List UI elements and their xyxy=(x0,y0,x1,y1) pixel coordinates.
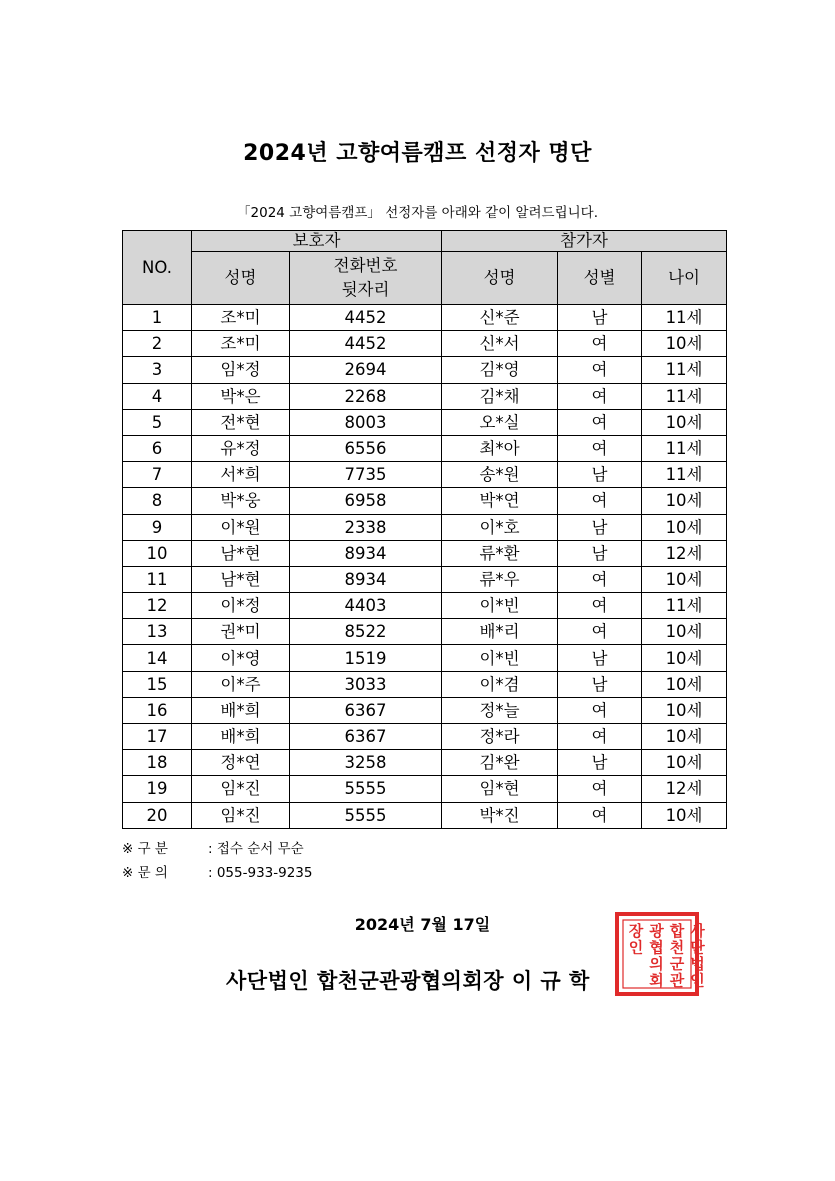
header-phone-line1: 전화번호 xyxy=(333,256,398,275)
cell-gender: 남 xyxy=(558,305,642,331)
cell-guardian-name: 이*주 xyxy=(192,671,290,697)
seal-glyph: 장 xyxy=(628,922,644,940)
cell-gender: 여 xyxy=(558,435,642,461)
intro-text: 「2024 고향여름캠프」 선정자를 아래와 같이 알려드립니다. xyxy=(237,205,598,221)
cell-phone-suffix: 5555 xyxy=(290,802,442,828)
cell-phone-suffix: 8003 xyxy=(290,409,442,435)
cell-no: 18 xyxy=(123,750,192,776)
cell-participant-name: 배*리 xyxy=(442,619,558,645)
table-row xyxy=(123,566,727,592)
cell-phone-suffix: 8522 xyxy=(290,619,442,645)
cell-no: 5 xyxy=(123,409,192,435)
table-row xyxy=(123,540,727,566)
cell-guardian-name: 유*정 xyxy=(192,435,290,461)
cell-phone-suffix: 6367 xyxy=(290,697,442,723)
seal-glyph: 의 xyxy=(649,955,664,973)
table-row xyxy=(123,383,727,409)
cell-no: 13 xyxy=(123,619,192,645)
cell-age: 12세 xyxy=(642,776,727,802)
cell-no: 17 xyxy=(123,724,192,750)
cell-guardian-name: 임*정 xyxy=(192,357,290,383)
cell-age: 11세 xyxy=(642,357,727,383)
cell-guardian-name: 배*희 xyxy=(192,724,290,750)
cell-phone-suffix: 6958 xyxy=(290,488,442,514)
cell-gender: 여 xyxy=(558,488,642,514)
cell-gender: 남 xyxy=(558,750,642,776)
cell-gender: 남 xyxy=(558,540,642,566)
note-label: ※ 구 분 xyxy=(122,841,168,857)
header-participant: 참가자 xyxy=(442,231,727,252)
cell-age: 10세 xyxy=(642,488,727,514)
table-row xyxy=(123,462,727,488)
cell-gender: 남 xyxy=(558,514,642,540)
table-row xyxy=(123,357,727,383)
cell-participant-name: 이*빈 xyxy=(442,645,558,671)
seal-glyph: 인 xyxy=(690,971,705,990)
seal-glyph: 광 xyxy=(649,922,664,940)
table-row xyxy=(123,750,727,776)
table-row xyxy=(123,514,727,540)
cell-phone-suffix: 5555 xyxy=(290,776,442,802)
cell-guardian-name: 임*진 xyxy=(192,802,290,828)
cell-participant-name: 박*진 xyxy=(442,802,558,828)
roster-table xyxy=(122,230,727,829)
cell-age: 11세 xyxy=(642,593,727,619)
table-row xyxy=(123,593,727,619)
seal-glyph: 법 xyxy=(690,955,705,973)
cell-participant-name: 이*호 xyxy=(442,514,558,540)
cell-participant-name: 신*준 xyxy=(442,305,558,331)
cell-gender: 여 xyxy=(558,566,642,592)
notes xyxy=(122,837,312,885)
seal-glyph: 군 xyxy=(669,955,685,973)
cell-participant-name: 박*연 xyxy=(442,488,558,514)
cell-participant-name: 김*영 xyxy=(442,357,558,383)
cell-age: 10세 xyxy=(642,619,727,645)
cell-phone-suffix: 2338 xyxy=(290,514,442,540)
table-row xyxy=(123,671,727,697)
roster-body xyxy=(123,305,727,829)
seal-glyph: 인 xyxy=(628,938,644,957)
cell-phone-suffix: 3258 xyxy=(290,750,442,776)
header-participant-name: 성명 xyxy=(442,252,558,305)
cell-guardian-name: 이*원 xyxy=(192,514,290,540)
cell-phone-suffix: 7735 xyxy=(290,462,442,488)
cell-gender: 여 xyxy=(558,331,642,357)
table-row xyxy=(123,409,727,435)
table-row xyxy=(123,488,727,514)
cell-age: 10세 xyxy=(642,645,727,671)
header-no: NO. xyxy=(123,231,192,305)
cell-guardian-name: 조*미 xyxy=(192,305,290,331)
document-title: 2024년 고향여름캠프 선정자 명단 xyxy=(243,141,592,166)
table-row xyxy=(123,697,727,723)
cell-gender: 남 xyxy=(558,671,642,697)
cell-guardian-name: 전*현 xyxy=(192,409,290,435)
cell-age: 11세 xyxy=(642,305,727,331)
signer-line: 사단법인 합천군관광협의회장 이 규 학 xyxy=(226,969,590,993)
cell-age: 10세 xyxy=(642,331,727,357)
cell-participant-name: 최*아 xyxy=(442,435,558,461)
cell-guardian-name: 박*웅 xyxy=(192,488,290,514)
header-row-2 xyxy=(123,252,727,305)
cell-guardian-name: 권*미 xyxy=(192,619,290,645)
cell-participant-name: 류*환 xyxy=(442,540,558,566)
cell-no: 15 xyxy=(123,671,192,697)
cell-participant-name: 이*겸 xyxy=(442,671,558,697)
cell-no: 2 xyxy=(123,331,192,357)
cell-phone-suffix: 8934 xyxy=(290,566,442,592)
cell-no: 4 xyxy=(123,383,192,409)
cell-phone-suffix: 6367 xyxy=(290,724,442,750)
cell-guardian-name: 조*미 xyxy=(192,331,290,357)
table-row xyxy=(123,802,727,828)
cell-guardian-name: 이*영 xyxy=(192,645,290,671)
cell-participant-name: 정*늘 xyxy=(442,697,558,723)
header-gender: 성별 xyxy=(558,252,642,305)
cell-age: 10세 xyxy=(642,671,727,697)
seal-glyph: 협 xyxy=(649,938,664,957)
cell-no: 9 xyxy=(123,514,192,540)
cell-guardian-name: 정*연 xyxy=(192,750,290,776)
cell-no: 20 xyxy=(123,802,192,828)
cell-age: 10세 xyxy=(642,750,727,776)
cell-age: 10세 xyxy=(642,514,727,540)
cell-gender: 여 xyxy=(558,724,642,750)
seal-glyph: 사 xyxy=(690,922,705,940)
cell-age: 10세 xyxy=(642,697,727,723)
cell-no: 1 xyxy=(123,305,192,331)
note-label: ※ 문 의 xyxy=(122,865,168,881)
cell-no: 19 xyxy=(123,776,192,802)
header-phone-line2: 뒷자리 xyxy=(341,280,390,299)
seal-glyph: 회 xyxy=(649,971,664,990)
note-inquiry xyxy=(122,861,312,885)
cell-participant-name: 송*원 xyxy=(442,462,558,488)
header-phone xyxy=(290,252,442,305)
cell-gender: 남 xyxy=(558,645,642,671)
cell-phone-suffix: 1519 xyxy=(290,645,442,671)
note-category xyxy=(122,837,312,861)
seal-glyph: 단 xyxy=(690,938,705,957)
header-age: 나이 xyxy=(642,252,727,305)
cell-gender: 남 xyxy=(558,462,642,488)
seal-glyph: 합 xyxy=(669,922,685,940)
cell-phone-suffix: 8934 xyxy=(290,540,442,566)
cell-no: 6 xyxy=(123,435,192,461)
table-row xyxy=(123,331,727,357)
cell-phone-suffix: 2268 xyxy=(290,383,442,409)
cell-age: 11세 xyxy=(642,462,727,488)
note-value: : 055-933-9235 xyxy=(208,865,313,881)
cell-participant-name: 이*빈 xyxy=(442,593,558,619)
cell-no: 11 xyxy=(123,566,192,592)
cell-age: 11세 xyxy=(642,383,727,409)
note-value: : 접수 순서 무순 xyxy=(208,841,304,857)
cell-phone-suffix: 4452 xyxy=(290,305,442,331)
cell-guardian-name: 남*현 xyxy=(192,566,290,592)
cell-no: 16 xyxy=(123,697,192,723)
cell-gender: 여 xyxy=(558,383,642,409)
cell-guardian-name: 임*진 xyxy=(192,776,290,802)
cell-gender: 여 xyxy=(558,619,642,645)
cell-participant-name: 신*서 xyxy=(442,331,558,357)
cell-gender: 여 xyxy=(558,593,642,619)
table-row xyxy=(123,776,727,802)
cell-no: 14 xyxy=(123,645,192,671)
cell-no: 7 xyxy=(123,462,192,488)
cell-gender: 여 xyxy=(558,802,642,828)
cell-no: 8 xyxy=(123,488,192,514)
cell-guardian-name: 배*희 xyxy=(192,697,290,723)
cell-gender: 여 xyxy=(558,776,642,802)
cell-participant-name: 류*우 xyxy=(442,566,558,592)
cell-phone-suffix: 3033 xyxy=(290,671,442,697)
header-guardian-name: 성명 xyxy=(192,252,290,305)
cell-phone-suffix: 6556 xyxy=(290,435,442,461)
cell-no: 12 xyxy=(123,593,192,619)
table-row xyxy=(123,724,727,750)
cell-phone-suffix: 2694 xyxy=(290,357,442,383)
cell-age: 11세 xyxy=(642,435,727,461)
cell-participant-name: 임*현 xyxy=(442,776,558,802)
seal-glyph: 관 xyxy=(669,971,685,990)
cell-gender: 여 xyxy=(558,409,642,435)
cell-age: 10세 xyxy=(642,724,727,750)
table-row xyxy=(123,619,727,645)
header-row-1 xyxy=(123,231,727,252)
cell-phone-suffix: 4403 xyxy=(290,593,442,619)
seal-glyph: 천 xyxy=(669,938,685,957)
cell-guardian-name: 서*희 xyxy=(192,462,290,488)
cell-no: 10 xyxy=(123,540,192,566)
cell-guardian-name: 이*정 xyxy=(192,593,290,619)
cell-gender: 여 xyxy=(558,357,642,383)
cell-participant-name: 김*채 xyxy=(442,383,558,409)
cell-age: 10세 xyxy=(642,802,727,828)
document-date: 2024년 7월 17일 xyxy=(354,915,491,934)
cell-gender: 여 xyxy=(558,697,642,723)
table-row xyxy=(123,305,727,331)
cell-participant-name: 김*완 xyxy=(442,750,558,776)
cell-age: 10세 xyxy=(642,566,727,592)
cell-age: 12세 xyxy=(642,540,727,566)
table-row xyxy=(123,435,727,461)
cell-participant-name: 정*라 xyxy=(442,724,558,750)
official-seal-icon xyxy=(614,911,705,997)
cell-phone-suffix: 4452 xyxy=(290,331,442,357)
cell-participant-name: 오*실 xyxy=(442,409,558,435)
cell-guardian-name: 남*현 xyxy=(192,540,290,566)
cell-no: 3 xyxy=(123,357,192,383)
cell-age: 10세 xyxy=(642,409,727,435)
cell-guardian-name: 박*은 xyxy=(192,383,290,409)
table-row xyxy=(123,645,727,671)
header-guardian: 보호자 xyxy=(192,231,442,252)
